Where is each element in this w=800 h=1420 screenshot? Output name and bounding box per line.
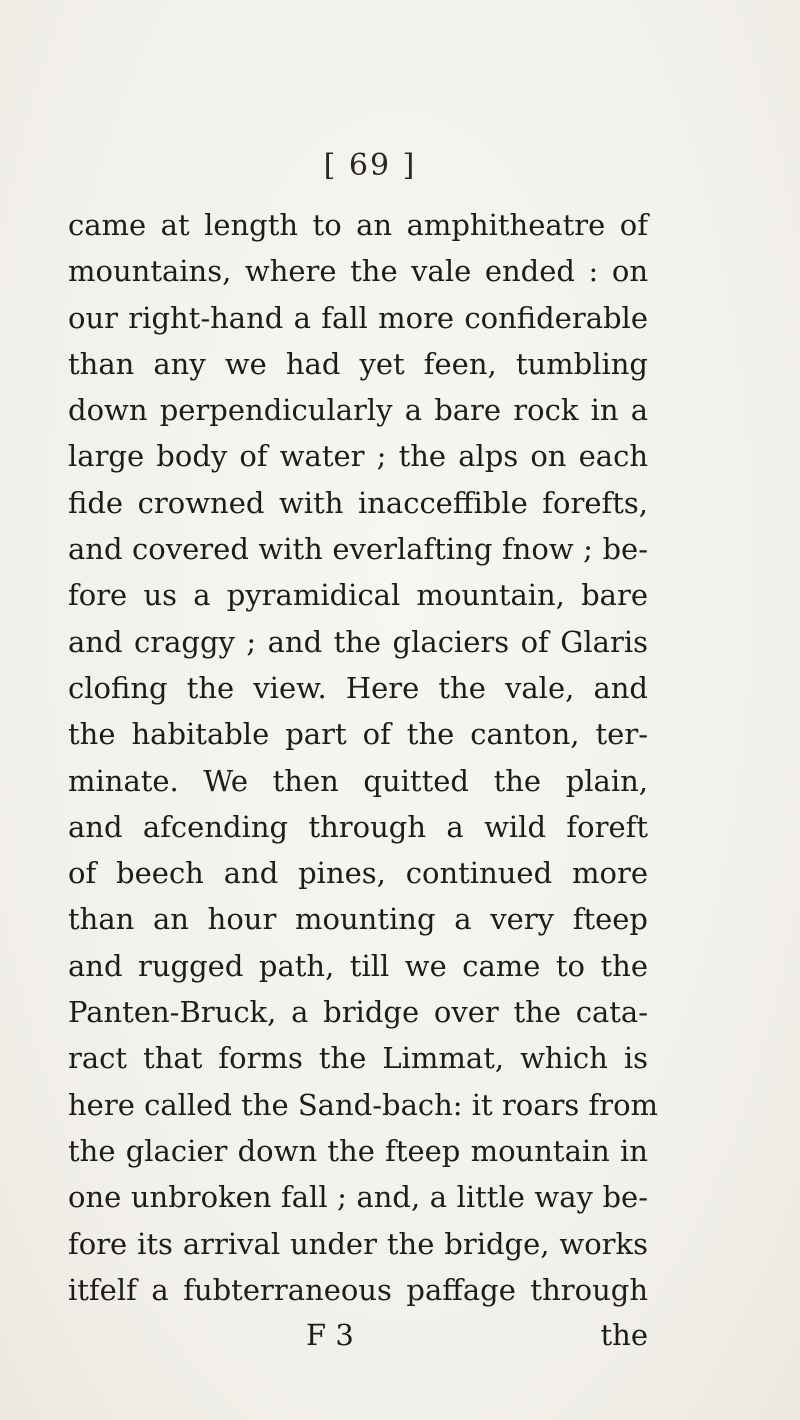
text-line: the habitable part of the canton, ter- [68,717,648,752]
text-line: here called the Sand-bach: it roars from [68,1087,659,1122]
text-line: ract that forms the Limmat, which is [68,1041,648,1076]
text-line: came at length to an amphitheatre of [68,208,648,242]
page-number: [ 69 ] [323,148,417,183]
catchword: the [600,1318,648,1352]
signature-mark: F 3 [306,1318,354,1352]
text-line: down perpendicularly a bare rock in a [68,393,648,428]
text-line: the glacier down the fteep mountain in [68,1133,648,1168]
text-line: mountains, where the vale ended : on [68,254,648,289]
text-line: and covered with everlafting fnow ; be- [68,532,648,567]
text-line: fore us a pyramidical mountain, bare [68,578,648,613]
text-line: of beech and pines, continued more [68,856,648,891]
text-line: minate. We then quitted the plain, [68,763,648,798]
text-line: fide crowned with inacceffible forefts, [68,485,648,520]
body-text [68,202,659,1313]
text-line: fore its arrival under the bridge, works [68,1226,648,1261]
text-line: and craggy ; and the glaciers of Glaris [68,624,648,659]
text-line: one unbroken fall ; and, a little way be- [68,1180,648,1215]
text-line: our right-hand a fall more confiderable [68,300,648,335]
text-line: itfelf a fubterraneous paffage through [68,1272,648,1307]
text-line: than an hour mounting a very fteep [68,902,648,937]
text-line: large body of water ; the alps on each [68,439,648,474]
text-line: than any we had yet feen, tumbling [68,346,648,381]
text-line: and afcending through a wild foreft [68,809,648,844]
page-footer [68,1318,648,1364]
text-line: and rugged path, till we came to the [68,948,648,983]
text-line: Panten-Bruck, a bridge over the cata- [68,995,648,1030]
text-line: clofing the view. Here the vale, and [68,670,648,705]
